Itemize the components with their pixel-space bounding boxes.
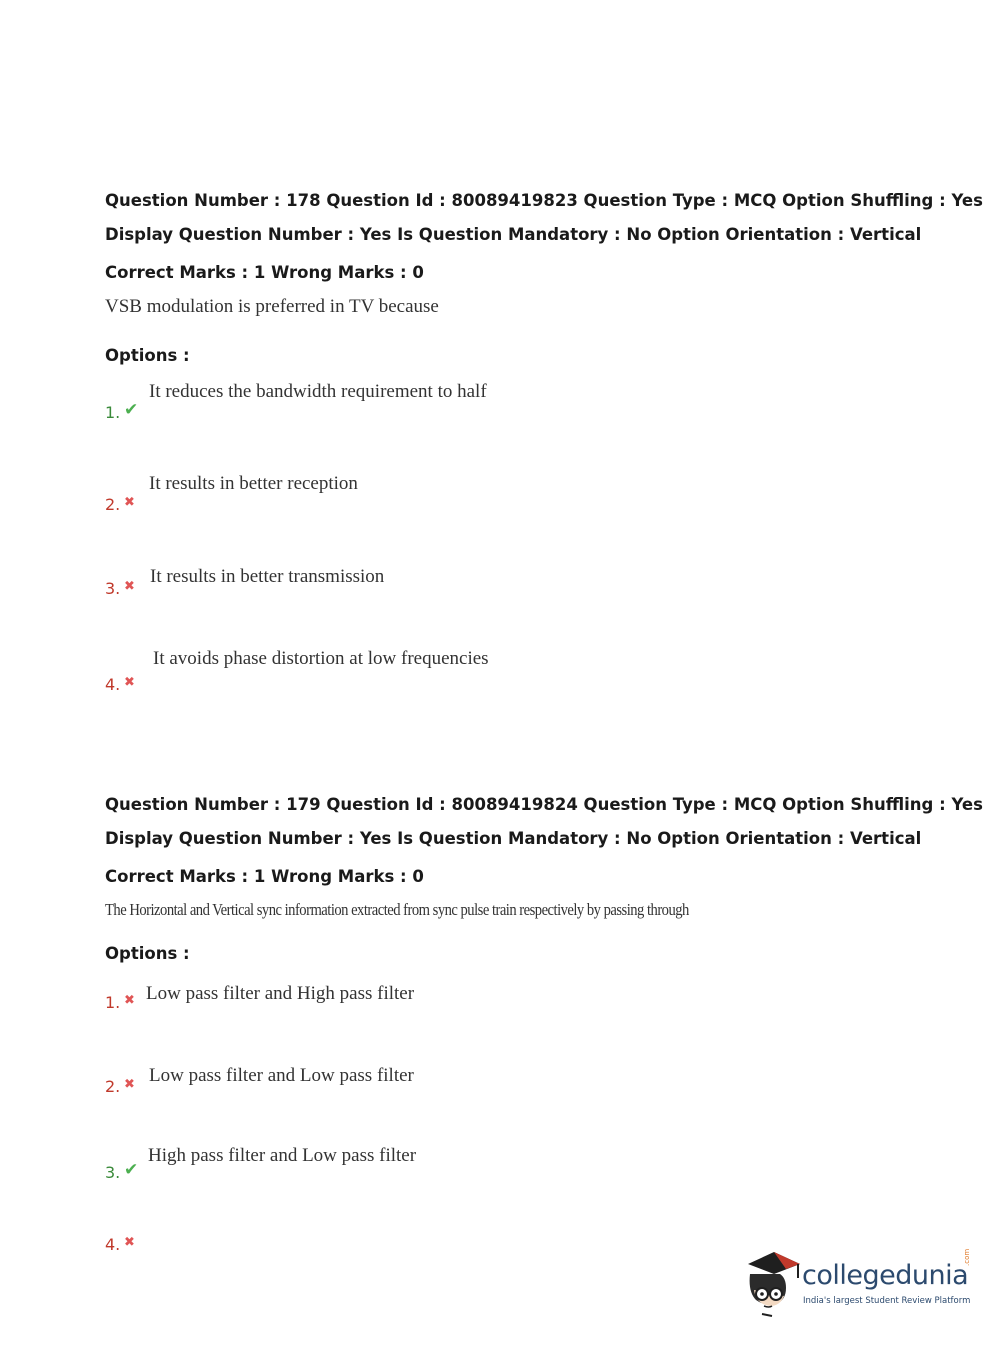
question-meta-line-2: Display Question Number : Yes Is Question Mandatory : No Option Orientation : Vertical	[105, 225, 922, 244]
logo-suffix: .com	[963, 1248, 971, 1266]
options-label: Options :	[105, 944, 190, 963]
check-icon: ✔	[124, 400, 139, 420]
option-text: High pass filter and Low pass filter	[148, 1145, 417, 1166]
option-text: Low pass filter and High pass filter	[146, 983, 415, 1004]
option-text: It avoids phase distortion at low frequencies	[153, 648, 489, 669]
option-1	[105, 381, 805, 421]
collegedunia-logo	[742, 1250, 972, 1320]
marks-line: Correct Marks : 1 Wrong Marks : 0	[105, 867, 424, 886]
option-text: It reduces the bandwidth requirement to half	[149, 381, 487, 402]
question-text: VSB modulation is preferred in TV because	[105, 296, 439, 317]
option-number: 3.	[105, 579, 121, 598]
options-label: Options :	[105, 346, 190, 365]
check-icon: ✔	[124, 1160, 139, 1180]
option-text: Low pass filter and Low pass filter	[149, 1065, 414, 1086]
question-meta-line-1: Question Number : 179 Question Id : 80089419824 Question Type : MCQ Option Shuffling : Yes	[105, 795, 983, 814]
option-text: It results in better reception	[149, 473, 358, 494]
option-number: 4.	[105, 675, 121, 694]
option-4	[105, 1233, 805, 1273]
option-2	[105, 473, 805, 513]
option-number: 2.	[105, 495, 121, 514]
cross-icon: ✖	[124, 1077, 135, 1092]
question-meta-line-2: Display Question Number : Yes Is Question Mandatory : No Option Orientation : Vertical	[105, 829, 922, 848]
option-number: 1.	[105, 403, 121, 422]
logo-tagline: India's largest Student Review Platform	[803, 1296, 971, 1306]
marks-line: Correct Marks : 1 Wrong Marks : 0	[105, 263, 424, 282]
option-number: 4.	[105, 1235, 121, 1254]
option-number: 1.	[105, 993, 121, 1012]
logo-wordmark: collegedunia	[802, 1260, 969, 1291]
question-block-179	[105, 788, 983, 1254]
option-text: It results in better transmission	[150, 566, 385, 587]
option-3	[105, 1145, 805, 1185]
cross-icon: ✖	[124, 993, 135, 1008]
cross-icon: ✖	[124, 675, 135, 690]
question-meta-line-1: Question Number : 178 Question Id : 80089419823 Question Type : MCQ Option Shuffling : Yes	[105, 191, 983, 210]
question-text: The Horizontal and Vertical sync information extracted from sync pulse train respectively by passing through	[105, 900, 689, 919]
option-4	[105, 648, 805, 694]
cross-icon: ✖	[124, 495, 135, 510]
option-number: 2.	[105, 1077, 121, 1096]
question-block-178	[105, 184, 983, 694]
option-number: 3.	[105, 1163, 121, 1182]
mascot-icon	[742, 1250, 802, 1320]
cross-icon: ✖	[124, 579, 135, 594]
option-2	[105, 1065, 805, 1105]
cross-icon: ✖	[124, 1235, 135, 1250]
option-1	[105, 983, 805, 1023]
option-3	[105, 566, 805, 606]
